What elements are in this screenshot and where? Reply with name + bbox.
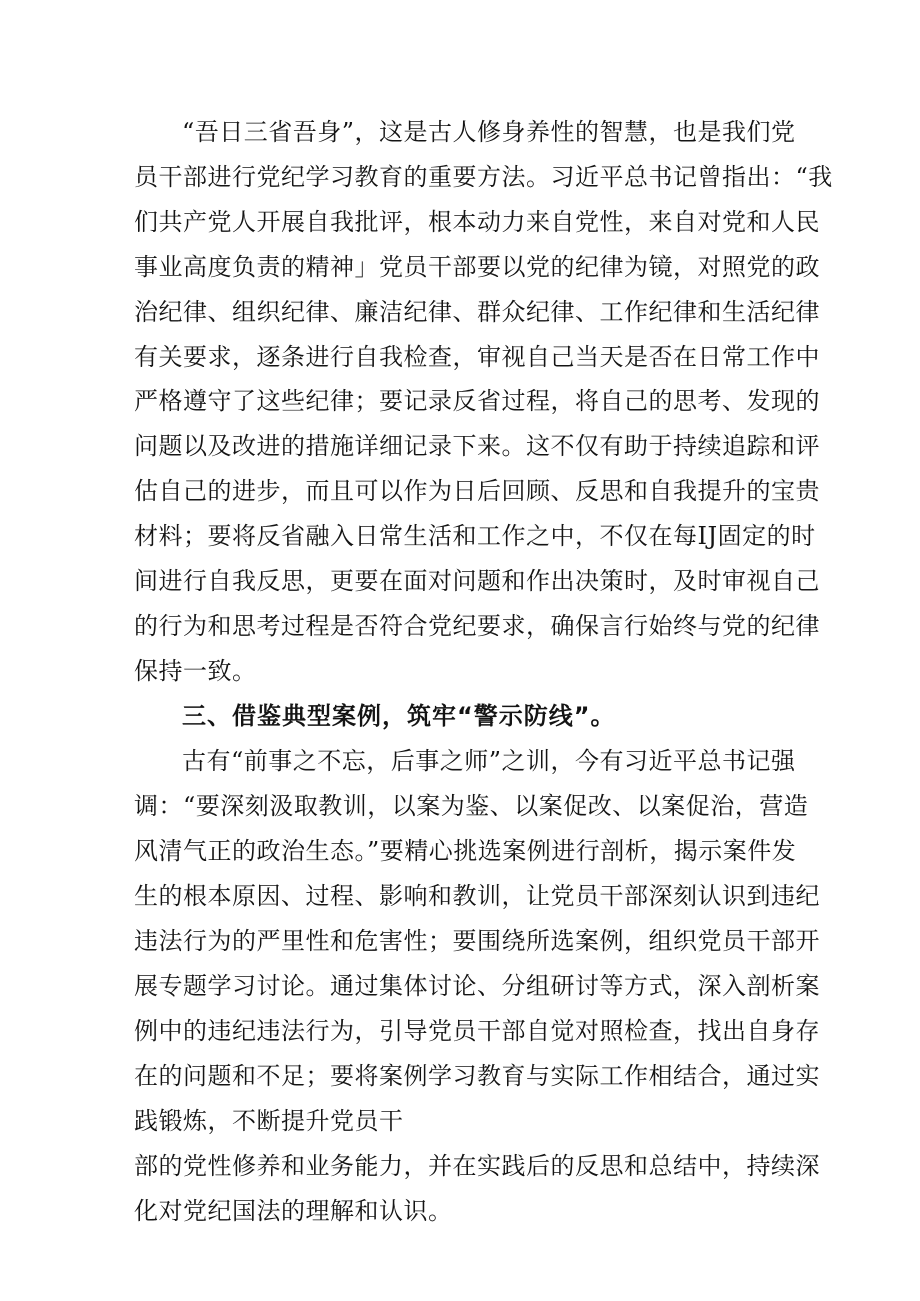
paragraph-line: 践锻炼，不断提升党员干 — [134, 1107, 404, 1135]
paragraph-line: 有关要求，逐条进行自我检查，审视自己当天是否在日常工作中 — [134, 343, 820, 371]
paragraph-line: 员干部进行党纪学习教育的重要方法。习近平总书记曾指出：“我 — [134, 163, 833, 191]
paragraph-line: 部的党性修养和业务能力，并在实践后的反思和总结中，持续深 — [134, 1152, 820, 1180]
paragraph-line: 例中的违纪违法行为，引导党员干部自觉对照检查，找出自身存 — [134, 1017, 820, 1045]
paragraph-line: “吾日三省吾身”，这是古人修身养性的智慧，也是我们党 — [182, 118, 796, 146]
paragraph-line: 在的问题和不足；要将案例学习教育与实际工作相结合，通过实 — [134, 1062, 820, 1090]
paragraph-line: 严格遵守了这些纪律；要记录反省过程，将自己的思考、发现的 — [134, 387, 820, 415]
paragraph-line: 治纪律、组织纪律、廉洁纪律、群众纪律、工作纪律和生活纪律 — [134, 298, 820, 326]
paragraph-line: 们共产党人开展自我批评，根本动力来自党性，来自对党和人民 — [134, 208, 820, 236]
paragraph-line: 间进行自我反思，更要在面对问题和作出决策时，及时审视自己 — [134, 567, 820, 595]
paragraph-line: 材料；要将反省融入日常生活和工作之中，不仅在每IJ固定的时 — [134, 522, 816, 550]
paragraph-line: 化对党纪国法的理解和认识。 — [134, 1197, 453, 1225]
paragraph-line: 问题以及改进的措施详细记录下来。这不仅有助于持续追踪和评 — [134, 432, 820, 460]
paragraph-line: 的行为和思考过程是否符合党纪要求，确保言行始终与党的纪律 — [134, 612, 820, 640]
paragraph-line: 事业高度负责的精神」党员干部要以党的纪律为镜，对照党的政 — [134, 253, 820, 281]
paragraph-line: 估自己的进步，而且可以作为日后回顾、反思和自我提升的宝贵 — [134, 477, 820, 505]
paragraph-line: 风清气正的政治生态。”要精心挑选案例进行剖析，揭示案件发 — [134, 837, 797, 865]
section-heading: 三、借鉴典型案例，筑牢“警示防线”。 — [182, 702, 616, 730]
paragraph-line: 古有“前事之不忘，后事之师”之训，今有习近平总书记强 — [182, 747, 796, 775]
paragraph-line: 保持一致。 — [134, 657, 257, 685]
paragraph-line: 调：“要深刻汲取教训，以案为鉴、以案促改、以案促治，营造 — [134, 792, 809, 820]
paragraph-line: 违法行为的严里性和危害性；要围绕所选案例，组织党员干部开 — [134, 927, 820, 955]
paragraph-line: 生的根本原因、过程、影响和教训，让党员干部深刻认识到违纪 — [134, 882, 820, 910]
paragraph-line: 展专题学习讨论。通过集体讨论、分组研讨等方式，深入剖析案 — [134, 972, 820, 1000]
